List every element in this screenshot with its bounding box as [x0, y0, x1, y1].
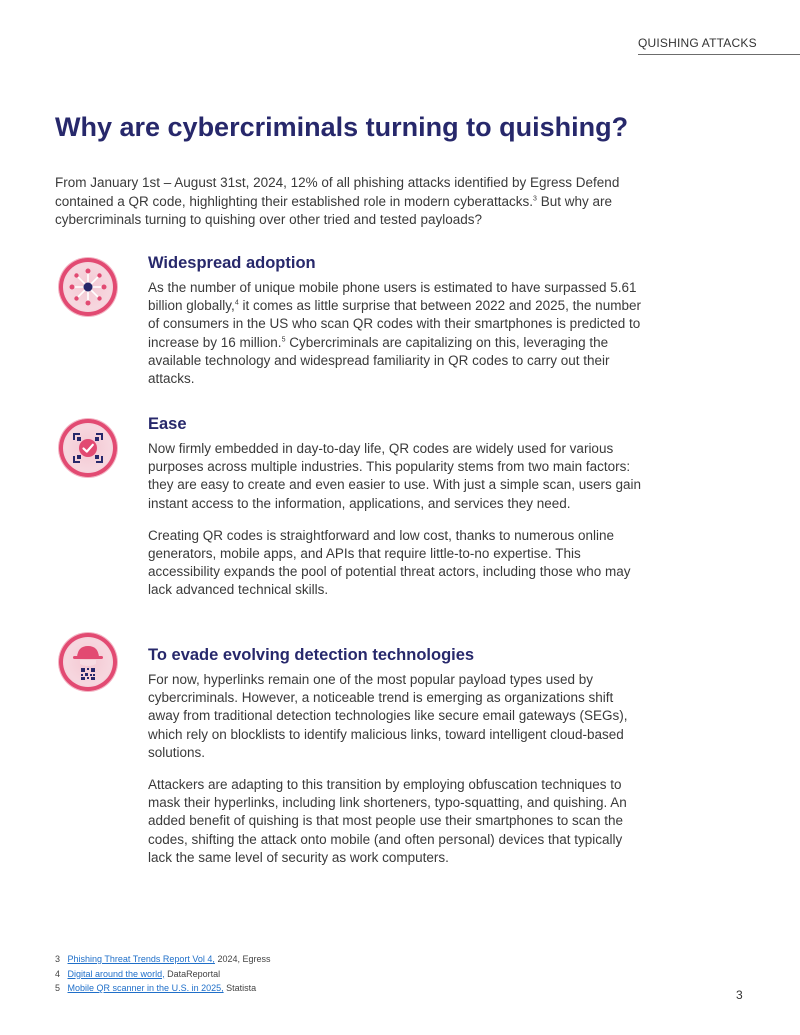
- section-title: Widespread adoption: [148, 254, 316, 272]
- section-paragraph: Now firmly embedded in day-to-day life, QR codes are widely used for various purposes across multiple industries. This popularity stems from two main factors: they are easy to create and even easier to use. With just a simple scan, users gain instant access to the information, applications, and services they need.: [148, 441, 642, 511]
- section-paragraph: Creating QR codes is straightforward and low cost, thanks to numerous online generators, mobile apps, and APIs that require little-to-no expertise. This accessibility expands the pool of potential threat actors, including those who may lack advanced technical skills.: [148, 527, 631, 598]
- section-title: To evade evolving detection technologies: [148, 646, 475, 664]
- section-body: [148, 254, 648, 388]
- footnote-item: [55, 967, 270, 982]
- section-paragraph: Attackers are adapting to this transition by employing obfuscation techniques to mask their hyperlinks, including link shorteners, typo-squatting, and quishing. An added benefit of quishing is that most people use their smartphones to scan the codes, shifting the attack onto mobile (and often personal) devices that typically lack the same level of security as work computers.: [148, 777, 627, 865]
- qr-check-icon: [59, 419, 117, 477]
- paragraph-text: it comes as little surprise that between 2022 and 2025, the number of consumers in the US who scan QR codes with their smartphones is predicted to increase by 16 million.: [148, 298, 641, 350]
- intro-paragraph: [55, 174, 645, 230]
- paragraph-text: As the number of unique mobile phone users is estimated to have surpassed 5.61 billion globally,: [148, 280, 637, 314]
- page-number: 3: [736, 988, 743, 1002]
- footnote-item: [55, 981, 270, 996]
- intro-text-cont: But why are cybercriminals turning to quishing over other tried and tested payloads?: [55, 193, 612, 227]
- footnote-link[interactable]: Digital around the world,: [67, 968, 165, 979]
- header-divider: [638, 54, 800, 55]
- network-icon: [59, 258, 117, 316]
- intro-text: From January 1st – August 31st, 2024, 12% of all phishing attacks identified by Egress Defend contained a QR code, highlighting their established role in modern cyberattacks.: [55, 175, 620, 209]
- footnotes: [55, 952, 270, 996]
- footnote-number: 4: [55, 968, 61, 979]
- paragraph-text: Cybercriminals are capitalizing on this, leveraging the available technology and widespread familiarity in QR codes to carry out their attacks.: [148, 334, 610, 387]
- footnote-source: DataReportal: [164, 968, 221, 979]
- footnote-number: 5: [55, 983, 61, 993]
- section-paragraph: For now, hyperlinks remain one of the most popular payload types used by cybercriminals. However, a noticeable trend is emerging as organizations shift away from traditional detection technologies like secure email gateways (SEGs), which rely on blocklists to identify malicious links, toward intelligent cloud-based solutions.: [148, 672, 628, 760]
- hacker-qr-icon: [59, 633, 117, 691]
- footnote-ref: 5: [281, 336, 286, 344]
- section-title: Ease: [148, 415, 187, 433]
- footnote-ref: 3: [533, 195, 537, 202]
- footnote-source: Statista: [223, 983, 257, 993]
- footnote-link[interactable]: Phishing Threat Trends Report Vol 4,: [67, 954, 215, 964]
- section-paragraph: [148, 279, 648, 388]
- page-title: Why are cybercriminals turning to quishing?: [55, 112, 629, 142]
- footnote-item: [55, 952, 270, 967]
- footnote-number: 3: [55, 954, 61, 964]
- section-header-label: QUISHING ATTACKS: [638, 36, 757, 50]
- footnote-link[interactable]: Mobile QR scanner in the U.S. in 2025,: [67, 983, 224, 993]
- section-body: [148, 646, 648, 867]
- section-body: [148, 415, 648, 600]
- footnote-source: 2024, Egress: [214, 954, 271, 964]
- footnote-ref: 4: [234, 299, 239, 307]
